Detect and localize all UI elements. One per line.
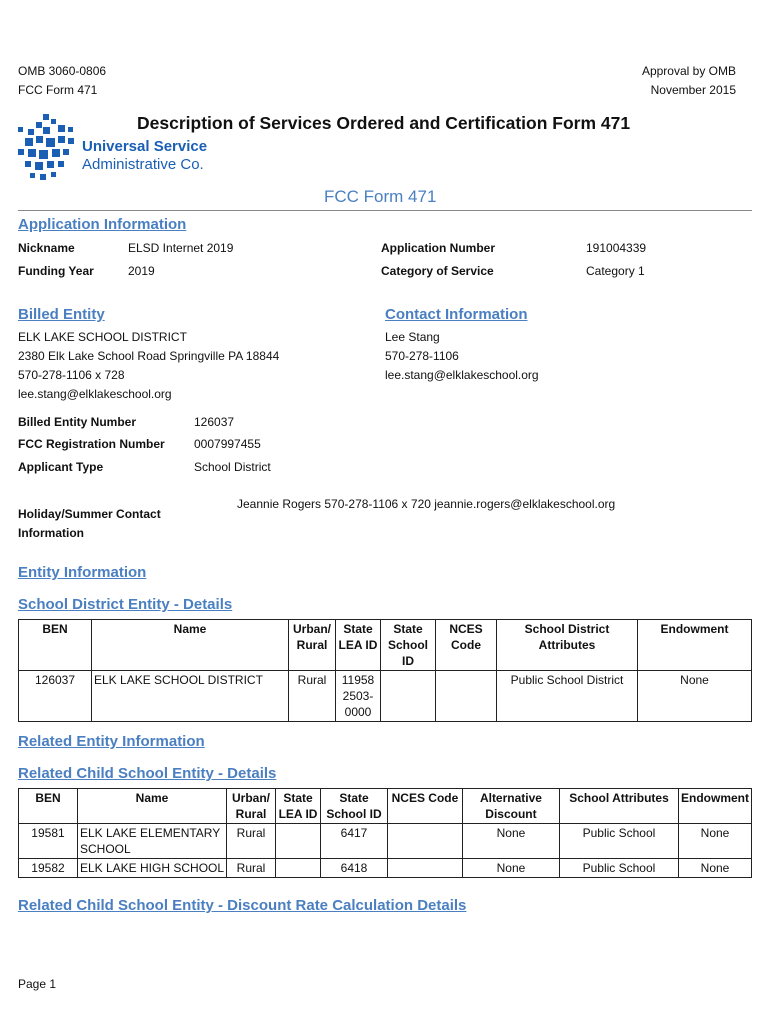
col-lea [336, 620, 381, 671]
cell-school-attributes: Public School [559, 824, 678, 859]
col-endowment: Endowment [679, 789, 752, 824]
cell-lea [336, 671, 381, 722]
funding-year-label: Funding Year [18, 264, 94, 278]
omb-approval: Approval by OMB [641, 64, 736, 78]
cell-urban: Rural [289, 671, 336, 722]
col-nces [436, 620, 497, 671]
col-name: Name [92, 620, 289, 671]
billed-entity-email: lee.stang@elklakeschool.org [18, 387, 172, 401]
col-alt-1: Alternative [479, 791, 542, 805]
col-attr-1: School District [524, 622, 610, 636]
billed-entity-name: ELK LAKE SCHOOL DISTRICT [18, 330, 187, 344]
section-discount-rate-details: Related Child School Entity - Discount Rate Calculation Details [18, 897, 467, 914]
holiday-label-line-2: Information [18, 526, 84, 540]
col-attr-2: Attributes [538, 638, 596, 652]
table-header-row [19, 789, 752, 824]
cell-endowment: None [679, 859, 752, 878]
cell-alt-discount: None [462, 859, 559, 878]
table-row [19, 671, 752, 722]
usac-logo-text [82, 138, 207, 174]
cell-endowment: None [638, 671, 752, 722]
col-ben: BEN [19, 620, 92, 671]
col-state-school-id [321, 789, 388, 824]
cell-attributes: Public School District [497, 671, 638, 722]
cell-nces [436, 671, 497, 722]
approval-date: November 2015 [650, 83, 736, 97]
title-divider [18, 210, 752, 211]
cell-school-attributes: Public School [559, 859, 678, 878]
cell-name-1: ELK LAKE ELEMENTARY [79, 826, 221, 840]
cell-ssid: 6418 [321, 859, 388, 878]
cell-urban: Rural [227, 859, 276, 878]
col-nces: NCES Code [387, 789, 462, 824]
contact-phone: 570-278-1106 [385, 349, 459, 363]
cell-lea-1: 11958 [341, 673, 375, 687]
funding-year-value: 2019 [128, 264, 155, 278]
cell-nces [387, 859, 462, 878]
cell-lea-2: 2503- [342, 689, 374, 703]
section-school-district-details: School District Entity - Details [18, 596, 233, 613]
cell-endowment: None [679, 824, 752, 859]
usac-logo-icon [16, 113, 76, 185]
col-lea-2: LEA ID [278, 807, 318, 821]
applicant-type-label: Applicant Type [18, 460, 104, 474]
billed-entity-address [18, 328, 279, 404]
col-ssid-3: ID [402, 654, 414, 668]
cell-lea-3: 0000 [344, 705, 372, 719]
section-entity-information: Entity Information [18, 564, 147, 581]
nickname-label: Nickname [18, 241, 75, 255]
col-ssid-2: School ID [326, 807, 382, 821]
contact-name: Lee Stang [385, 330, 440, 344]
related-child-table [18, 788, 752, 878]
ben-value: 126037 [194, 415, 235, 429]
cell-name [77, 859, 226, 878]
form-number: FCC Form 471 [18, 83, 98, 97]
omb-number: OMB 3060-0806 [18, 64, 107, 78]
applicant-type-value: School District [194, 460, 271, 474]
category-label: Category of Service [381, 264, 494, 278]
billed-entity-phone: 570-278-1106 x 728 [18, 368, 125, 382]
header-right [642, 62, 736, 100]
col-lea [276, 789, 321, 824]
cell-name [77, 824, 226, 859]
contact-email: lee.stang@elklakeschool.org [385, 368, 539, 382]
col-lea-1: State [283, 791, 313, 805]
holiday-label-line-1: Holiday/Summer Contact [18, 507, 161, 521]
application-number-label: Application Number [381, 241, 496, 255]
cell-lea [276, 824, 321, 859]
holiday-contact-label [18, 505, 161, 543]
col-alt-2: Discount [485, 807, 537, 821]
section-application-information: Application Information [18, 216, 187, 233]
nickname-value: ELSD Internet 2019 [128, 241, 234, 255]
cell-ben: 126037 [19, 671, 92, 722]
cell-ssid: 6417 [321, 824, 388, 859]
contact-block [385, 328, 539, 385]
header-left [18, 62, 106, 100]
section-billed-entity: Billed Entity [18, 306, 105, 323]
col-ssid-1: State [339, 791, 369, 805]
logo-line-2: Administrative Co. [82, 156, 204, 173]
col-ssid-2: School [387, 638, 428, 652]
table-row [19, 859, 752, 878]
holiday-contact-value: Jeannie Rogers 570-278-1106 x 720 jeannie.rogers@elklakeschool.org [237, 497, 616, 511]
cell-name-2: SCHOOL [79, 842, 131, 856]
col-lea-1: State [343, 622, 373, 636]
cell-urban: Rural [227, 824, 276, 859]
col-state-school-id [381, 620, 436, 671]
col-lea-2: LEA ID [338, 638, 378, 652]
col-urban-1: Urban/ [292, 622, 331, 636]
fcc-registration-value: 0007997455 [194, 437, 261, 451]
school-district-table [18, 619, 752, 722]
category-value: Category 1 [586, 264, 645, 278]
cell-lea [276, 859, 321, 878]
col-ben: BEN [19, 789, 78, 824]
form-title: FCC Form 471 [324, 187, 437, 206]
col-urban-2: Rural [296, 638, 328, 652]
cell-name-1: ELK LAKE HIGH SCHOOL [79, 861, 225, 875]
table-header-row [19, 620, 752, 671]
col-alt-discount [462, 789, 559, 824]
col-school-attributes: School Attributes [559, 789, 678, 824]
cell-alt-discount: None [462, 824, 559, 859]
fcc-registration-label: FCC Registration Number [18, 437, 165, 451]
billed-entity-street: 2380 Elk Lake School Road Springville PA 18844 [18, 349, 280, 363]
cell-ssid [381, 671, 436, 722]
col-nces-2: Code [451, 638, 481, 652]
cell-name: ELK LAKE SCHOOL DISTRICT [92, 671, 289, 722]
col-attributes [497, 620, 638, 671]
cell-nces [387, 824, 462, 859]
ben-label: Billed Entity Number [18, 415, 137, 429]
col-name: Name [77, 789, 226, 824]
cell-ben: 19582 [19, 859, 78, 878]
col-urban [227, 789, 276, 824]
page-title: Description of Services Ordered and Certification Form 471 [137, 113, 631, 133]
col-urban-2: Rural [235, 807, 267, 821]
col-urban [289, 620, 336, 671]
page-number: Page 1 [18, 977, 57, 991]
section-related-entity-information: Related Entity Information [18, 733, 205, 750]
table-row [19, 824, 752, 859]
col-nces-1: NCES [449, 622, 483, 636]
section-contact-information: Contact Information [385, 306, 528, 323]
col-endowment: Endowment [638, 620, 752, 671]
logo-line-1: Universal Service [82, 138, 208, 155]
cell-ben: 19581 [19, 824, 78, 859]
application-number-value: 191004339 [586, 241, 647, 255]
section-related-child-details: Related Child School Entity - Details [18, 765, 277, 782]
col-ssid-1: State [393, 622, 423, 636]
col-urban-1: Urban/ [232, 791, 271, 805]
